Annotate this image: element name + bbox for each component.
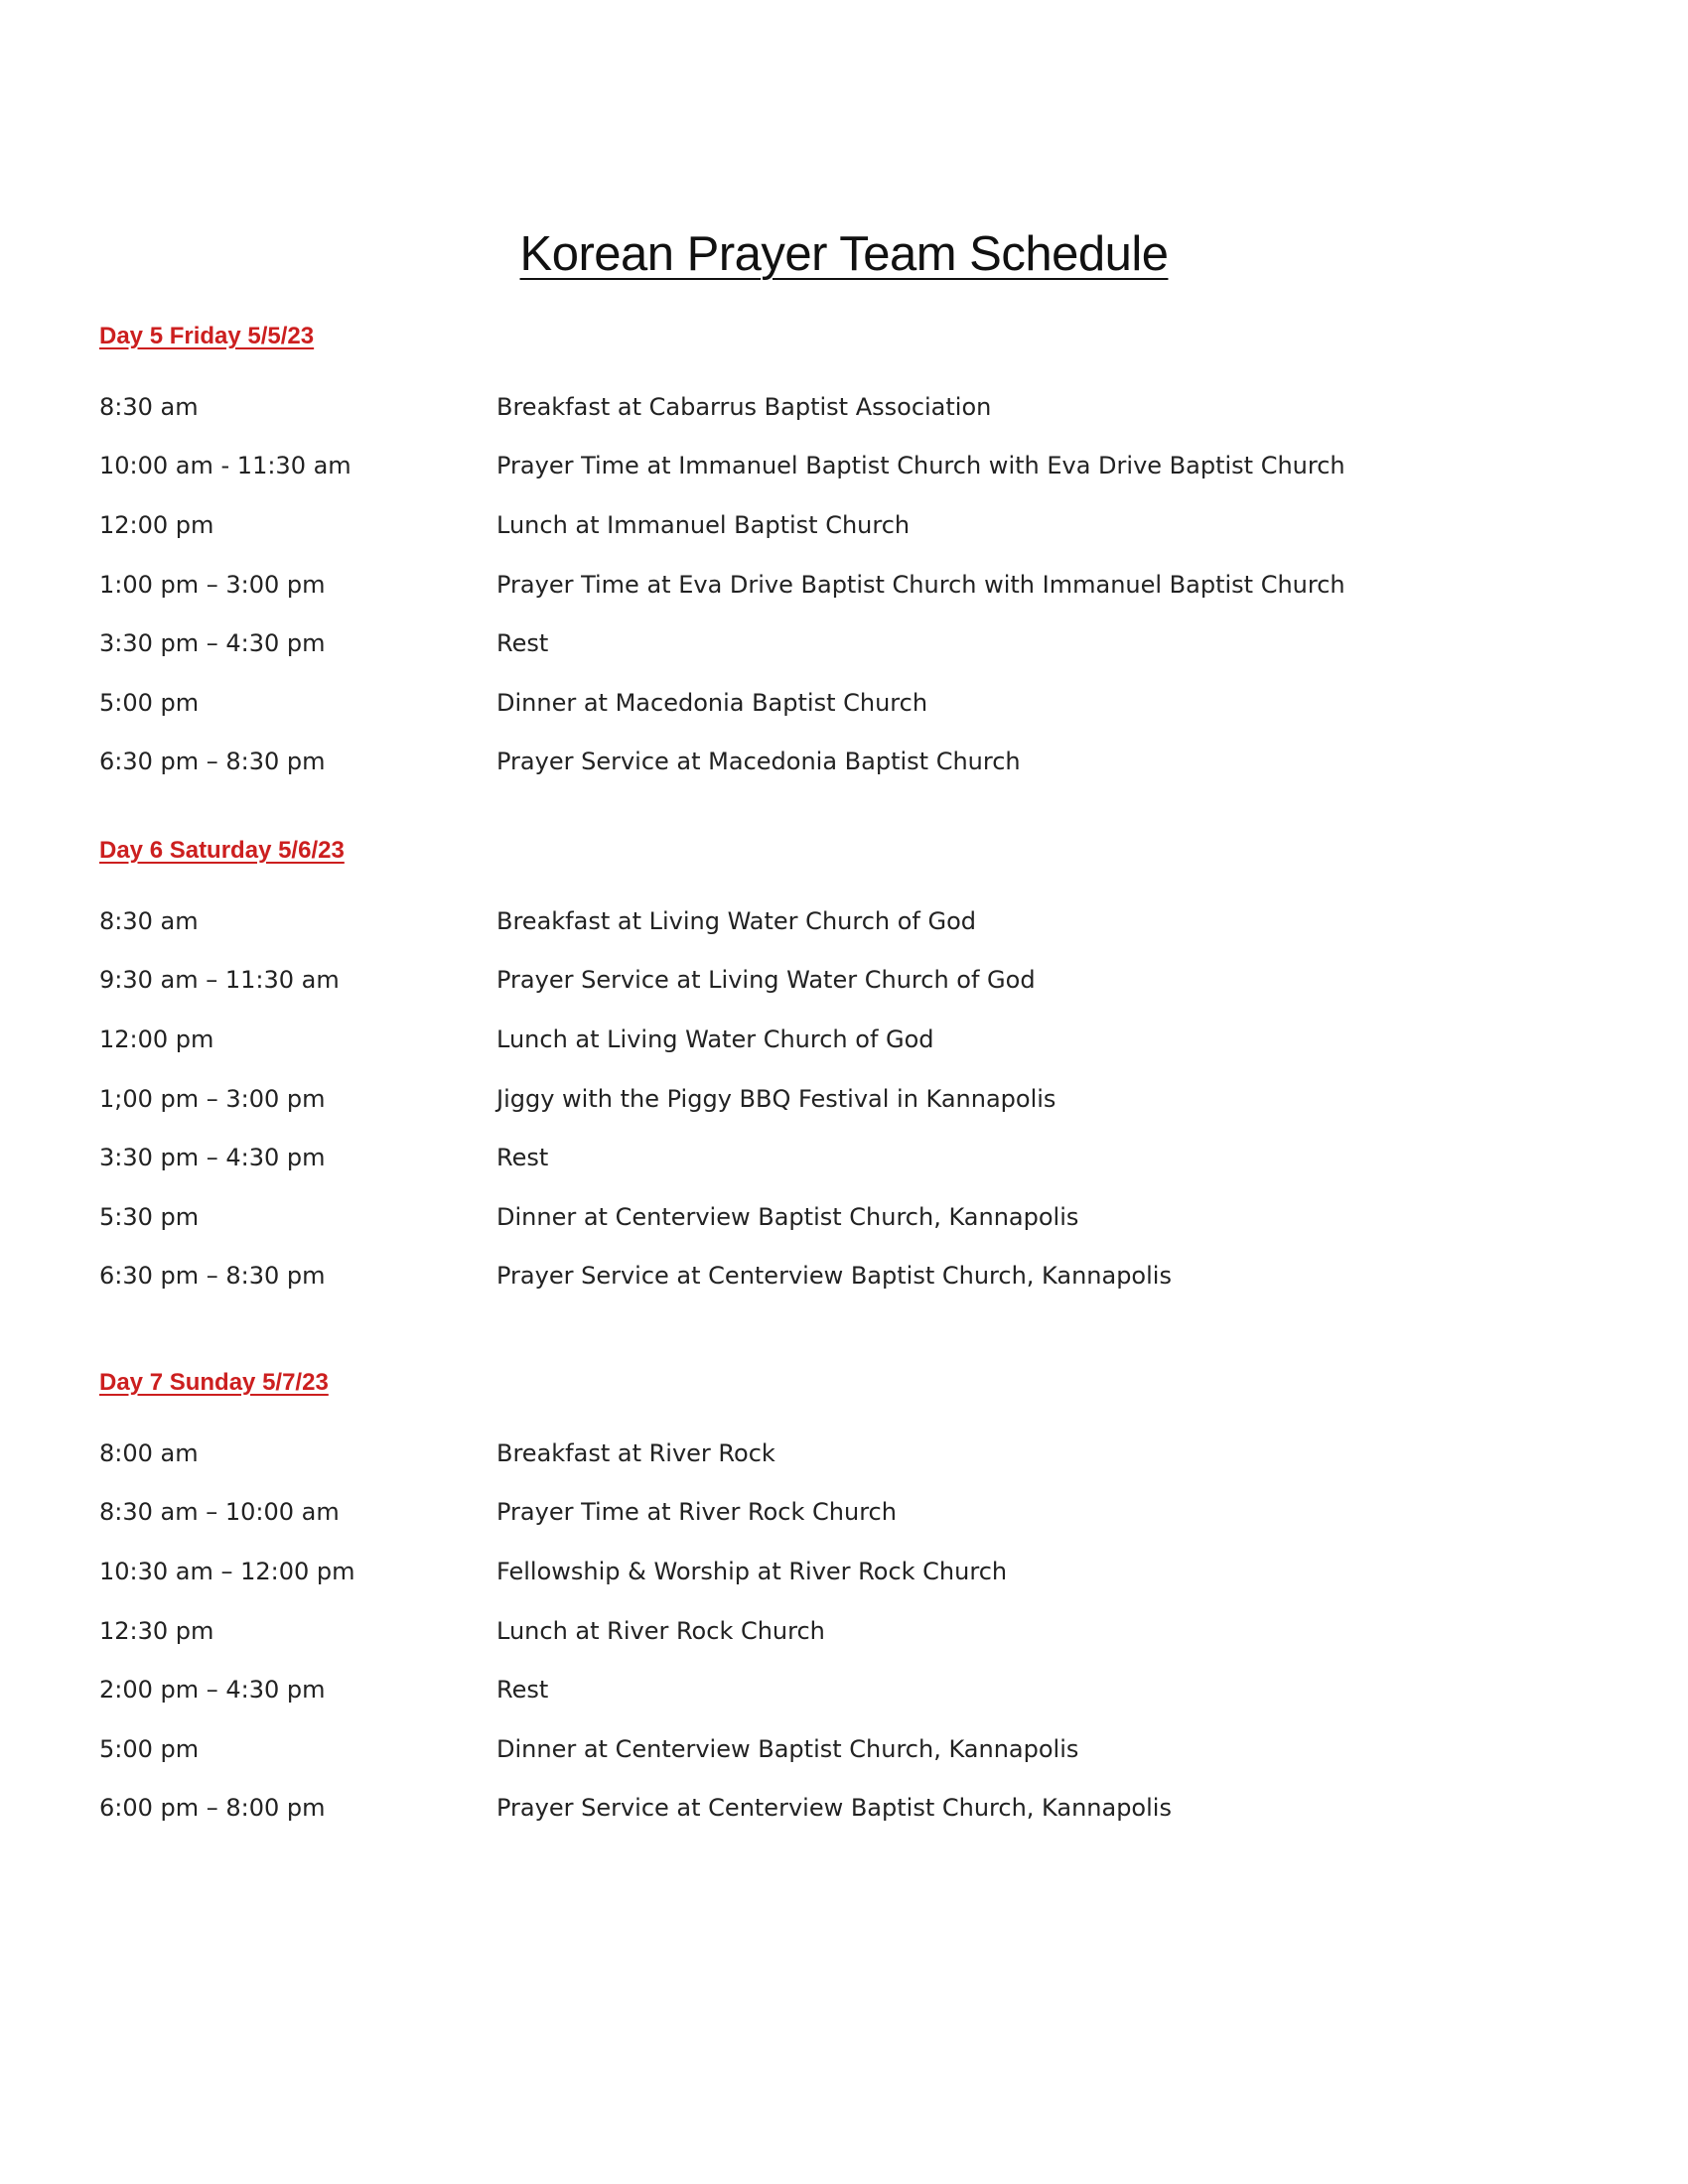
schedule-event: Prayer Service at Centerview Baptist Church, Kannapolis xyxy=(496,1794,1172,1823)
day-section xyxy=(99,1366,1589,1838)
schedule-time: 8:30 am – 10:00 am xyxy=(99,1498,340,1527)
schedule-row xyxy=(99,1247,1589,1306)
schedule-event: Breakfast at River Rock xyxy=(496,1438,775,1467)
schedule-row xyxy=(99,1542,1589,1601)
schedule-time: 6:00 pm – 8:00 pm xyxy=(99,1794,326,1823)
schedule-time: 6:30 pm – 8:30 pm xyxy=(99,748,326,776)
schedule-row xyxy=(99,1069,1589,1129)
schedule-time: 12:00 pm xyxy=(99,510,214,539)
schedule-event: Rest xyxy=(496,629,549,658)
schedule-row xyxy=(99,891,1589,951)
day-section xyxy=(99,834,1589,1305)
schedule-time: 6:30 pm – 8:30 pm xyxy=(99,1262,326,1291)
schedule-row xyxy=(99,1719,1589,1779)
schedule-event: Lunch at River Rock Church xyxy=(496,1616,825,1645)
schedule-event: Breakfast at Cabarrus Baptist Association xyxy=(496,392,992,421)
schedule-time: 1;00 pm – 3:00 pm xyxy=(99,1084,326,1113)
schedule-row xyxy=(99,1483,1589,1543)
schedule-row xyxy=(99,377,1589,437)
schedule-row xyxy=(99,1424,1589,1483)
schedule-row xyxy=(99,495,1589,555)
schedule-row xyxy=(99,1010,1589,1069)
day-heading: Day 6 Saturday 5/6/23 xyxy=(99,837,345,864)
schedule-event: Dinner at Centerview Baptist Church, Kannapolis xyxy=(496,1734,1079,1763)
schedule-time: 2:00 pm – 4:30 pm xyxy=(99,1676,326,1705)
schedule-time: 10:00 am - 11:30 am xyxy=(99,452,352,480)
schedule-event: Breakfast at Living Water Church of God xyxy=(496,906,977,935)
schedule-event: Dinner at Centerview Baptist Church, Kannapolis xyxy=(496,1202,1079,1231)
schedule-event: Rest xyxy=(496,1676,549,1705)
schedule-row xyxy=(99,1660,1589,1719)
schedule-time: 8:00 am xyxy=(99,1438,199,1467)
schedule-event: Prayer Service at Macedonia Baptist Church xyxy=(496,748,1021,776)
schedule-row xyxy=(99,1779,1589,1839)
schedule-time: 8:30 am xyxy=(99,392,199,421)
schedule-event: Lunch at Immanuel Baptist Church xyxy=(496,510,911,539)
schedule-time: 3:30 pm – 4:30 pm xyxy=(99,629,326,658)
schedule-row xyxy=(99,437,1589,496)
schedule-time: 1:00 pm – 3:00 pm xyxy=(99,570,326,599)
schedule-event: Jiggy with the Piggy BBQ Festival in Kannapolis xyxy=(496,1084,1056,1113)
schedule-event: Prayer Time at Eva Drive Baptist Church with Immanuel Baptist Church xyxy=(496,570,1345,599)
schedule-event: Fellowship & Worship at River Rock Church xyxy=(496,1557,1008,1585)
schedule-time: 3:30 pm – 4:30 pm xyxy=(99,1144,326,1172)
schedule-row xyxy=(99,1128,1589,1187)
schedule-time: 8:30 am xyxy=(99,906,199,935)
day-heading: Day 7 Sunday 5/7/23 xyxy=(99,1369,329,1396)
day-heading: Day 5 Friday 5/5/23 xyxy=(99,323,315,349)
schedule-time: 9:30 am – 11:30 am xyxy=(99,966,340,995)
schedule-event: Prayer Service at Living Water Church of God xyxy=(496,966,1036,995)
day-section xyxy=(99,320,1589,791)
schedule-event: Prayer Service at Centerview Baptist Church, Kannapolis xyxy=(496,1262,1172,1291)
schedule-time: 12:00 pm xyxy=(99,1024,214,1053)
schedule-time: 5:00 pm xyxy=(99,1734,200,1763)
schedule-event: Prayer Time at River Rock Church xyxy=(496,1498,897,1527)
schedule-time: 5:30 pm xyxy=(99,1202,200,1231)
schedule-row xyxy=(99,1187,1589,1247)
schedule-row xyxy=(99,614,1589,673)
page-title: Korean Prayer Team Schedule xyxy=(519,227,1169,281)
schedule-row xyxy=(99,555,1589,614)
schedule-time: 12:30 pm xyxy=(99,1616,214,1645)
schedule-row xyxy=(99,673,1589,733)
schedule-row xyxy=(99,1601,1589,1661)
schedule-row xyxy=(99,951,1589,1011)
schedule-event: Dinner at Macedonia Baptist Church xyxy=(496,688,928,717)
schedule-event: Prayer Time at Immanuel Baptist Church with Eva Drive Baptist Church xyxy=(496,452,1345,480)
schedule-event: Rest xyxy=(496,1144,549,1172)
schedule-row xyxy=(99,733,1589,792)
schedule-event: Lunch at Living Water Church of God xyxy=(496,1024,934,1053)
schedule-time: 5:00 pm xyxy=(99,688,200,717)
schedule-time: 10:30 am – 12:00 pm xyxy=(99,1557,355,1585)
